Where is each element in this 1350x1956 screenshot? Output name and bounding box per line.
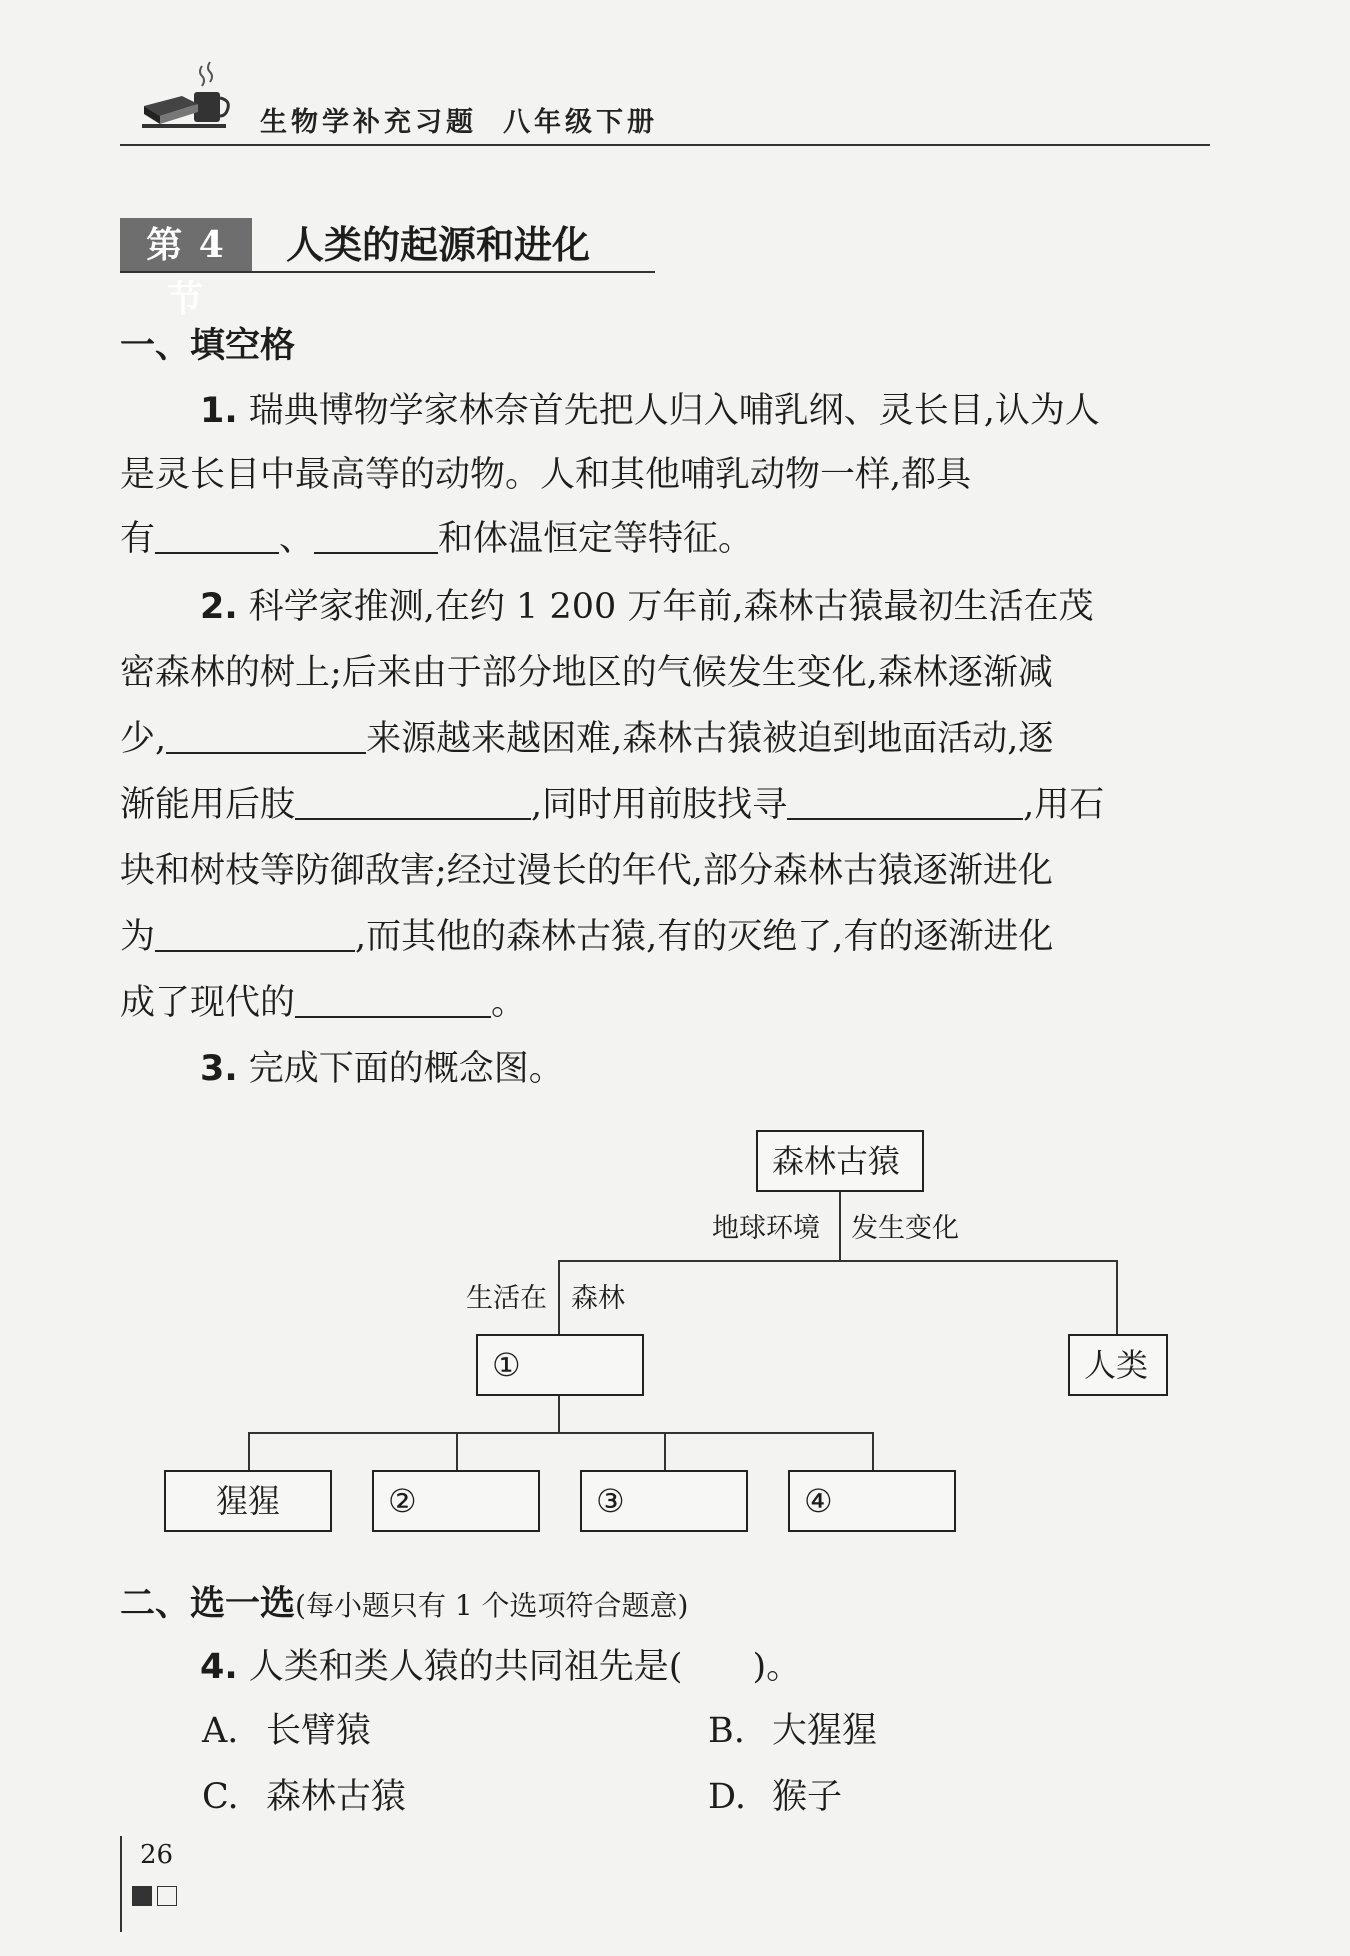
q4-option-a[interactable]	[202, 1706, 371, 1756]
section-title: 人类的起源和进化	[286, 222, 591, 267]
empty-square-icon	[157, 1886, 177, 1906]
option-text: 森林古猿	[266, 1777, 407, 1817]
q2-text-7b: 。	[491, 983, 527, 1023]
q2-text-1: 科学家推测,在约 1 200 万年前,森林古猿最初生活在茂	[248, 587, 1094, 627]
book-and-cup-icon	[142, 58, 232, 136]
page-number: 26	[140, 1840, 174, 1870]
cm-label-earth-env: 地球环境	[712, 1213, 820, 1244]
cm-left-stem	[558, 1260, 560, 1334]
option-text: 长臂猿	[266, 1711, 372, 1751]
q2-blank-2[interactable]	[295, 782, 531, 820]
q2-text-4b: ,同时用前肢找寻	[531, 785, 788, 825]
q2-blank-4[interactable]	[155, 914, 355, 952]
q2-text-6a: 为	[120, 917, 156, 957]
q1-text-3b: 、	[279, 519, 315, 559]
cm-leaf-4[interactable]: ④	[788, 1470, 956, 1532]
part2-title: 二、选一选	[120, 1584, 296, 1624]
q1-blank-1[interactable]	[155, 516, 279, 554]
q1-text-1: 瑞典博物学家林奈首先把人归入哺乳纲、灵长目,认为人	[248, 391, 1100, 431]
q2-line-6	[120, 912, 1053, 962]
cm-label-changed: 发生变化	[851, 1213, 959, 1244]
q2-number: 2.	[200, 587, 238, 627]
part1-heading: 一、填空格	[120, 326, 296, 366]
part2-note: (每小题只有 1 个选项符合题意)	[295, 1589, 689, 1622]
option-text: 大猩猩	[772, 1711, 878, 1751]
running-head	[260, 100, 658, 139]
q2-line-1	[200, 582, 1094, 632]
cm-leaf-2[interactable]: ②	[372, 1470, 540, 1532]
q2-text-3b: 来源越来越困难,森林古猿被迫到地面活动,逐	[366, 719, 1054, 759]
cm-leaf-3[interactable]: ③	[580, 1470, 748, 1532]
q2-blank-1[interactable]	[166, 716, 366, 754]
cm-split-line	[558, 1260, 1118, 1262]
q2-text-3a: 少,	[120, 719, 167, 759]
book-title: 生物学补充习题	[260, 107, 477, 138]
option-text: 猴子	[772, 1777, 843, 1817]
filled-square-icon	[132, 1886, 152, 1906]
option-letter: A.	[202, 1711, 239, 1751]
cm-label-forest: 森林	[571, 1283, 625, 1314]
q1-number: 1.	[200, 391, 238, 431]
grade-label: 八年级下册	[503, 107, 658, 138]
cm-leaf1-stem	[248, 1432, 250, 1470]
q4-option-d[interactable]	[708, 1772, 842, 1822]
q4-option-b[interactable]	[708, 1706, 877, 1756]
cm-label-live-in: 生活在	[466, 1283, 547, 1314]
q2-line-2: 密森林的树上;后来由于部分地区的气候发生变化,森林逐渐减	[120, 653, 1053, 693]
option-letter: C.	[202, 1777, 239, 1817]
q1-text-3a: 有	[120, 519, 156, 559]
q1-line-3	[120, 514, 753, 564]
q4-stem: 人类和类人猿的共同祖先是(	[248, 1647, 683, 1687]
q4-line	[200, 1642, 801, 1692]
q1-line-2: 是灵长目中最高等的动物。人和其他哺乳动物一样,都具	[120, 455, 972, 495]
q4-number: 4.	[200, 1647, 238, 1687]
cm-leaf-orangutan: 猩猩	[164, 1470, 332, 1532]
q2-line-5: 块和树枝等防御敌害;经过漫长的年代,部分森林古猿逐渐进化	[120, 851, 1053, 891]
cm-leaf3-stem	[664, 1432, 666, 1470]
q3-line	[200, 1044, 564, 1094]
q2-text-4c: ,用石	[1023, 785, 1105, 825]
q3-number: 3.	[200, 1049, 238, 1089]
q1-line-1	[200, 386, 1100, 436]
q1-text-3c: 和体温恒定等特征。	[438, 519, 754, 559]
q4-answer-slot[interactable]	[682, 1646, 752, 1682]
q2-blank-5[interactable]	[295, 980, 491, 1018]
option-letter: D.	[708, 1777, 746, 1817]
cm-leaf2-stem	[456, 1432, 458, 1470]
q4-stem-end: )。	[752, 1647, 802, 1687]
option-letter: B.	[708, 1711, 745, 1751]
cm-root-box: 森林古猿	[756, 1130, 924, 1192]
q2-blank-3[interactable]	[787, 782, 1023, 820]
footer-margin-rule	[120, 1836, 122, 1932]
header-rule	[120, 144, 1210, 146]
cm-box1-stem	[558, 1396, 560, 1432]
cm-box-human: 人类	[1068, 1334, 1168, 1396]
q2-text-6b: ,而其他的森林古猿,有的灭绝了,有的逐渐进化	[355, 917, 1054, 957]
q2-line-3	[120, 714, 1053, 764]
q2-text-4a: 渐能用后肢	[120, 785, 296, 825]
section-badge: 第 4 节	[120, 218, 252, 272]
q2-line-4	[120, 780, 1104, 830]
q2-line-7	[120, 978, 526, 1028]
cm-leaf-line	[248, 1432, 874, 1434]
section-rule	[120, 271, 655, 273]
cm-leaf4-stem	[872, 1432, 874, 1470]
q1-blank-2[interactable]	[314, 516, 438, 554]
cm-box-1[interactable]: ①	[476, 1334, 644, 1396]
q3-text: 完成下面的概念图。	[248, 1049, 564, 1089]
q2-text-7a: 成了现代的	[120, 983, 296, 1023]
part2-heading	[120, 1576, 688, 1626]
cm-right-stem	[1116, 1260, 1118, 1334]
cm-root-stem	[839, 1192, 841, 1260]
q4-option-c[interactable]	[202, 1772, 406, 1822]
